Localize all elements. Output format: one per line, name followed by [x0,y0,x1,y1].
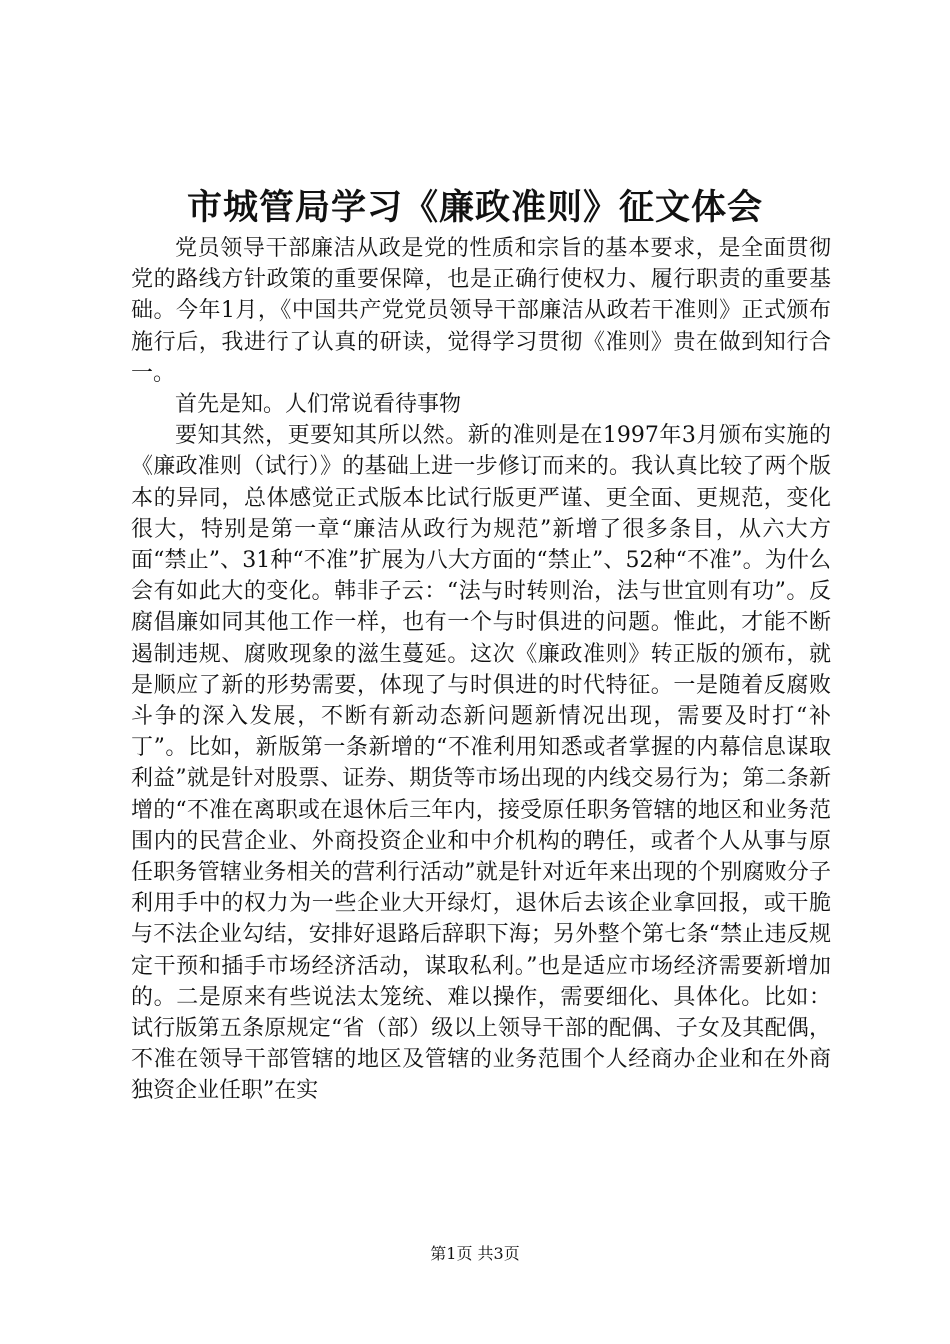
page-title: 市城管局学习《廉政准则》征文体会 [186,187,763,228]
paragraph: 首先是知。人们常说看待事物 [175,392,462,418]
paragraph: 要知其然，更要知其所以然。新的准则是在1997年3月颁布实施的《廉政准则（试行）》的基础上进一步修订而来的。我认真比较了两个版本的异同，总体感觉正式版本比试行版更严谨、更全面、更规范，变化很大，特别是第一章“廉洁从政行为规范”新增了很多条目，从六大方面“禁止”、31种“不准”扩展为八大方面的“禁止”、52种“不准”。为什么会有如此大的变化。韩非子云：“法与时转则治，法与世宜则有功”。反腐倡廉如同其他工作一样，也有一个与时俱进的问题。惟此，才能不断遏制违规、腐败现象的滋生蔓延。这次《廉政准则》转正版的颁布，就是顺应了新的形势需要，体现了与时俱进的时代特征。一是随着反腐败斗争的深入发展，不断有新动态新问题新情况出现，需要及时打“补丁”。比如，新版第一条新增的“不准利用知悉或者掌握的内幕信息谋取利益”就是针对股票、证券、期货等市场出现的内线交易行为；第二条新增的“不准在离职或在退休后三年内，接受原任职务管辖的地区和业务范围内的民营企业、外商投资企业和中介机构的聘任，或者个人从事与原任职务管辖业务相关的营利行活动”就是针对近年来出现的个别腐败分子利用手中的权力为一些企业大开绿灯，退休后去该企业拿回报，或干脆与不法企业勾结，安排好退路后辞职下海；另外整个第七条“禁止违反规定干预和插手市场经济活动，谋取私利。”也是适应市场经济需要新增加的。二是原来有些说法太笼统、难以操作，需要细化、具体化。比如：试行版第五条原规定“省（部）级以上领导干部的配偶、子女及其配偶，不准在领导干部管辖的地区及管辖的业务范围个人经商办企业和在外商独资企业任职”在实 [131,423,831,1104]
page-footer: 第1页 共3页 [430,1244,520,1263]
document-body [131,233,831,1107]
paragraph: 党员领导干部廉洁从政是党的性质和宗旨的基本要求，是全面贯彻党的路线方针政策的重要保障，也是正确行使权力、履行职责的重要基础。今年1月，《中国共产党党员领导干部廉洁从政若干准则》正式颁布施行后，我进行了认真的研读，觉得学习贯彻《准则》贵在做到知行合一。 [131,236,831,386]
